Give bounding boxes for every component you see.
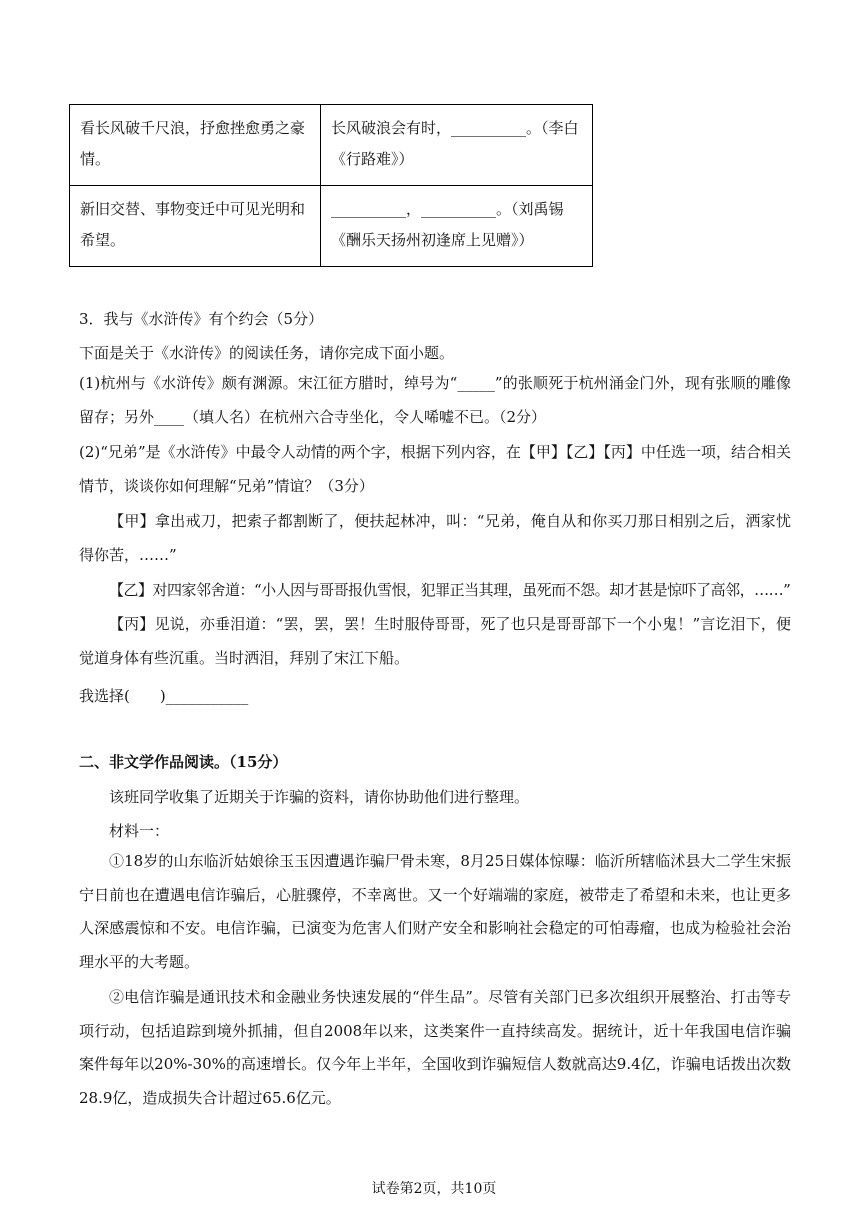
material-1-paragraph-1: ①18岁的山东临沂姑娘徐玉玉因遭遇诈骗尸骨未寒，8月25日媒体惊曝：临沂所辖临沭县大二学生宋振宁日前也在遭遇电信诈骗后，心脏骤停，不幸离世。又一个好端端的家庭，被带走了希望和未来，也让更多人深感震惊和不安。电信诈骗，已演变为危害人们财产安全和影响社会稳定的可怕毒瘤，也成为检验社会治理水平的大考题。 bbox=[79, 852, 791, 971]
excerpt-yi: 【乙】对四家邻舍道：“小人因与哥哥报仇雪恨，犯罪正当其理，虽死而不怨。却才甚是惊吓了高邻，……” bbox=[109, 581, 791, 599]
table-row bbox=[70, 105, 593, 186]
answer-choice-line: 我选择( )___________ bbox=[79, 687, 249, 705]
excerpt-jia: 【甲】拿出戒刀，把索子都割断了，便扶起林冲，叫：“兄弟，俺自从和你买刀那日相别之后，洒家忧得你苦，……” bbox=[79, 512, 791, 564]
section-2-intro: 该班同学收集了近期关于诈骗的资料，请你协助他们进行整理。 bbox=[109, 788, 530, 806]
table-cell-verse: __________，__________。（刘禹锡《酬乐天扬州初逢席上见赠》） bbox=[321, 186, 593, 267]
question-3-title: 3．我与《水浒传》有个约会（5分） bbox=[79, 310, 324, 328]
excerpt-bing: 【丙】见说，亦垂泪道：“罢，罢，罢！生时服侍哥哥，死了也只是哥哥部下一个小鬼！”言讫泪下，便觉道身体有些沉重。当时洒泪，拜别了宋江下船。 bbox=[79, 615, 791, 667]
question-3-sub2: (2)“兄弟”是《水浒传》中最令人动情的两个字，根据下列内容，在【甲】【乙】【丙】中任选一项，结合相关情节，谈谈你如何理解“兄弟”情谊？（3分） bbox=[79, 443, 791, 495]
material-1-label: 材料一： bbox=[109, 822, 170, 840]
poem-table bbox=[69, 104, 593, 267]
question-3-intro: 下面是关于《水浒传》的阅读任务，请你完成下面小题。 bbox=[79, 344, 455, 362]
page-footer: 试卷第2页，共10页 bbox=[371, 1181, 497, 1197]
table-cell-theme: 新旧交替、事物变迁中可见光明和希望。 bbox=[70, 186, 321, 267]
table-row bbox=[70, 186, 593, 267]
material-1-paragraph-2: ②电信诈骗是通讯技术和金融业务快速发展的“伴生品”。尽管有关部门已多次组织开展整治、打击等专项行动，包括追踪到境外抓捕，但自2008年以来，这类案件一直持续高发。据统计，近十年我国电信诈骗案件每年以20%-30%的高速增长。仅今年上半年，全国收到诈骗短信人数就高达9.4亿，诈骗电话拨出次数28.9亿，造成损失合计超过65.6亿元。 bbox=[79, 988, 791, 1107]
section-2-heading: 二、非文学作品阅读。（15分） bbox=[79, 753, 288, 771]
question-3-sub1: (1)杭州与《水浒传》颇有渊源。宋江征方腊时，绰号为“_____”的张顺死于杭州涌金门外，现有张顺的雕像留存；另外____（填人名）在杭州六合寺坐化，令人唏嘘不已。（2分） bbox=[79, 374, 791, 426]
table-cell-verse: 长风破浪会有时，__________。（李白《行路难》） bbox=[321, 105, 593, 186]
table-cell-theme: 看长风破千尺浪，抒愈挫愈勇之豪情。 bbox=[70, 105, 321, 186]
